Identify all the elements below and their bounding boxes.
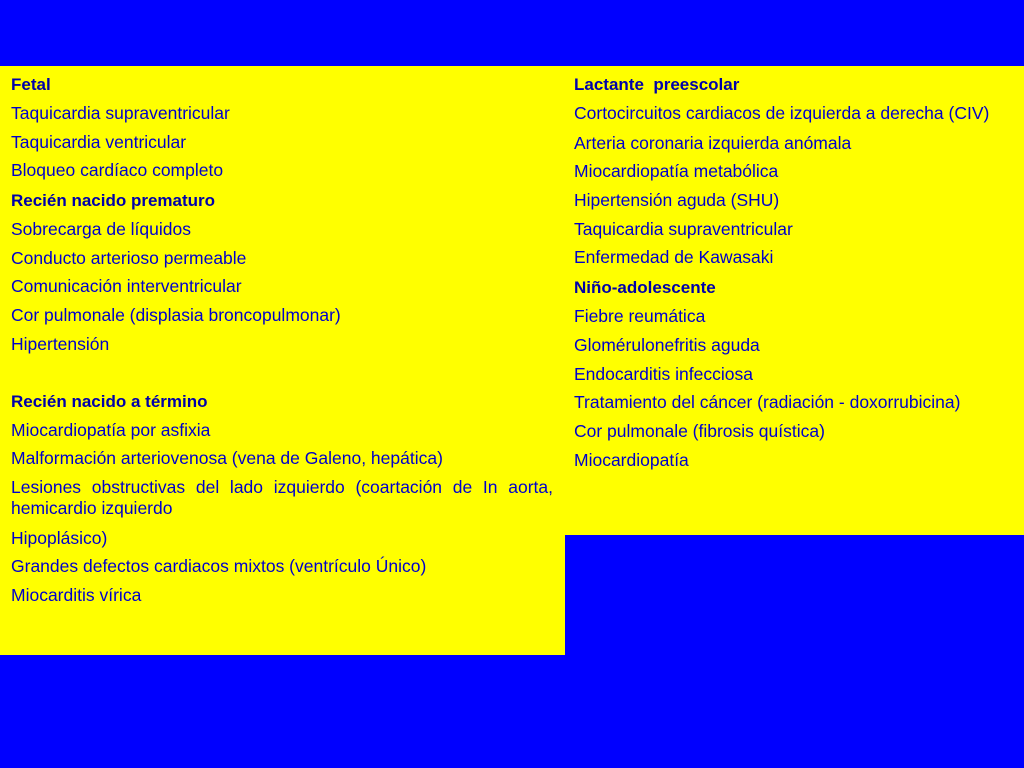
list-item: Tratamiento del cáncer (radiación - doxorrubicina) [574,392,961,413]
list-item: Lesiones obstructivas del lado izquierdo (coartación de In aorta, hemicardio izquierdo [11,476,553,518]
list-item: Comunicación interventricular [11,276,242,297]
list-item: Bloqueo cardíaco completo [11,160,224,181]
list-item: Fiebre reumática [574,306,706,327]
section-heading: Recién nacido a término [11,391,208,411]
list-item: Arteria coronaria izquierda anómala [574,132,852,153]
section-term-newborn [11,391,553,605]
list-item: Hipoplásico) [11,527,108,548]
list-item: Hipertensión [11,333,110,354]
list-item: Miocardiopatía [574,449,689,470]
list-item: Cor pulmonale (fibrosis quística) [574,420,825,441]
section-child-adolescent [574,277,1014,469]
list-item: Miocarditis vírica [11,584,142,605]
right-panel [565,66,1024,535]
list-item: Taquicardia ventricular [11,131,187,152]
section-infant-preschool [574,74,1014,267]
list-item: Cor pulmonale (displasia broncopulmonar) [11,305,341,326]
list-item: Enfermedad de Kawasaki [574,247,774,268]
list-item: Miocardiopatía por asfixia [11,419,211,440]
list-item: Conducto arterioso permeable [11,247,247,268]
list-item: Endocarditis infecciosa [574,363,753,384]
section-heading: Fetal [11,75,51,94]
list-item: Taquicardia supraventricular [574,218,793,239]
section-fetal [11,74,553,180]
list-item: Glomérulonefritis aguda [574,334,760,355]
list-item: Grandes defectos cardiacos mixtos (ventrículo Único) [11,556,427,577]
section-heading: Lactante preescolar [574,75,740,94]
list-item: Cortocircuitos cardiacos de izquierda a derecha (CIV) [574,103,990,123]
list-item: Malformación arteriovenosa (vena de Galeno, hepática) [11,448,443,469]
section-heading: Recién nacido prematuro [11,191,216,211]
left-panel [0,66,565,655]
list-item: Taquicardia supraventricular [11,103,230,123]
section-premature-newborn [11,190,553,354]
list-item: Miocardiopatía metabólica [574,161,779,182]
list-item: Sobrecarga de líquidos [11,219,191,240]
list-item: Hipertensión aguda (SHU) [574,190,780,211]
section-heading: Niño-adolescente [574,278,716,298]
